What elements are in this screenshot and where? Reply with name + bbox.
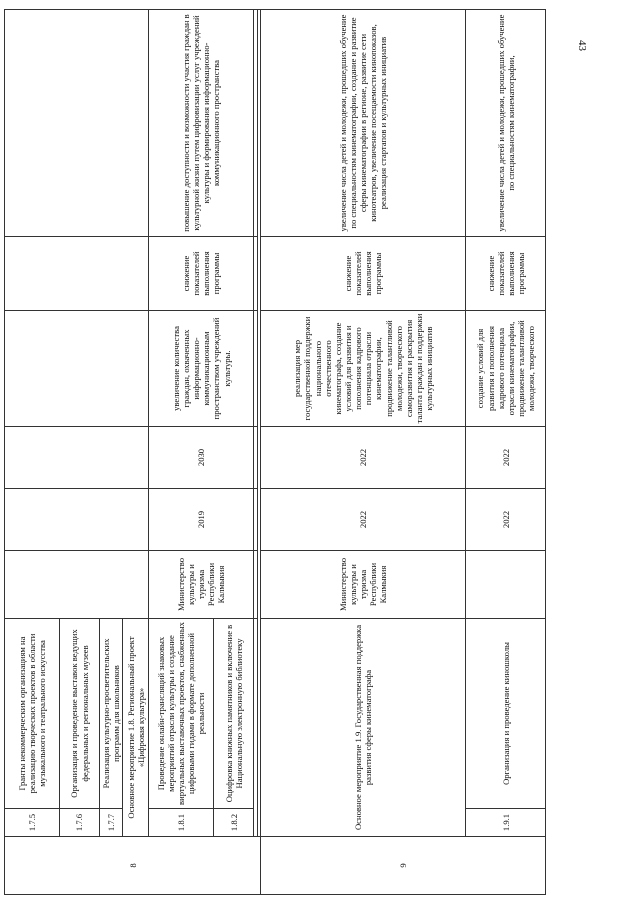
end-year: 2030 (149, 427, 254, 489)
table-row (466, 10, 546, 895)
event-number: 1.9.1 (466, 809, 546, 837)
consequences-cell (5, 237, 149, 311)
goal-link: увеличение числа детей и молодежи, прошедших обучение по специальностям кинематографии, создание и развитие сферы кинематографии в регионе, развитие сети кинотеатров, увеличение посещаемости кинопоказов, реализация стартапов и культурных инициатив (261, 10, 466, 237)
expected-result: увеличение количества граждан, охваченных информационно-коммуникационным пространством учреждений культуры. (149, 311, 254, 427)
event-number: 1.7.5 (5, 809, 60, 837)
consequences: снижение показателей выполнения программы (261, 237, 466, 311)
main-event-name: Основное мероприятие 1.8. Региональный проект «Цифровая культура» (123, 619, 149, 837)
main-event-name: Основное мероприятие 1.9. Государственная поддержка развития сферы кинематографа (261, 619, 466, 837)
table-row (5, 10, 60, 895)
event-name: Организация и проведение киношколы (466, 619, 546, 809)
goal-link-cell (5, 10, 149, 237)
rotated-page (4, 10, 564, 895)
consequences: снижение показателей выполнения программы (466, 237, 546, 311)
event-number: 1.8.1 (149, 809, 214, 837)
executor-cell (5, 551, 149, 619)
event-name: Гранты некоммерческим организациям на реализацию творческих проектов в области музыкального и театрального искусства (5, 619, 60, 809)
start-year: 2019 (149, 489, 254, 551)
event-name: Оцифровка книжных памятников и включение в Национальную электронную библиотеку (214, 619, 254, 809)
end-year: 2022 (261, 427, 466, 489)
end-year-cell (5, 427, 149, 489)
event-name: Проведение онлайн-трансляций знаковых мероприятий отрасли культуры и создание виртуальных выставочных проектов, снабженных цифровыми гидами в формате дополненной реальности (149, 619, 214, 809)
page-number: 43 (576, 40, 588, 51)
end-year: 2022 (466, 427, 546, 489)
executor-cell (466, 551, 546, 619)
start-year-cell (5, 489, 149, 551)
section-number: 9 (261, 837, 546, 895)
event-number: 1.7.6 (60, 809, 100, 837)
table-row (149, 10, 214, 895)
executor: Министерство культуры и туризма Республики Калмыкия (149, 551, 254, 619)
expected-result: создание условий для развития и пополнения кадрового потенциала отрасли кинематографии, продвижение талантливой молодежи, творческого (466, 311, 546, 427)
result-cell (5, 311, 149, 427)
event-number: 1.7.7 (100, 809, 123, 837)
section-number: 8 (5, 837, 261, 895)
program-events-table (4, 9, 546, 895)
event-name: Организация и проведение выставок ведущих федеральных и региональных музеев (60, 619, 100, 809)
event-number: 1.8.2 (214, 809, 254, 837)
consequences: снижение показателей выполнения программы (149, 237, 254, 311)
expected-result: реализация мер государственной поддержки национального отечественного кинематографа, создание условий для развития и пополнения кадрового потенциала отрасли кинематографии, продвижение талантливой молодежи, творческого саморазвития и раскрытия таланта граждан и поддержки культурных инициатив (261, 311, 466, 427)
table-row (261, 10, 466, 895)
start-year: 2022 (466, 489, 546, 551)
executor: Министерство культуры и туризма Республики Калмыкия (261, 551, 466, 619)
goal-link: увеличение числа детей и молодежи, прошедших обучение по специальностям кинематографии, (466, 10, 546, 237)
event-name: Реализация культурно-просветительских программ для школьников (100, 619, 123, 809)
goal-link: повышение доступности и возможности участия граждан в культурной жизни путем цифровизации услуг учреждений культуры и формирования информационно-коммуникационного пространства (149, 10, 254, 237)
start-year: 2022 (261, 489, 466, 551)
